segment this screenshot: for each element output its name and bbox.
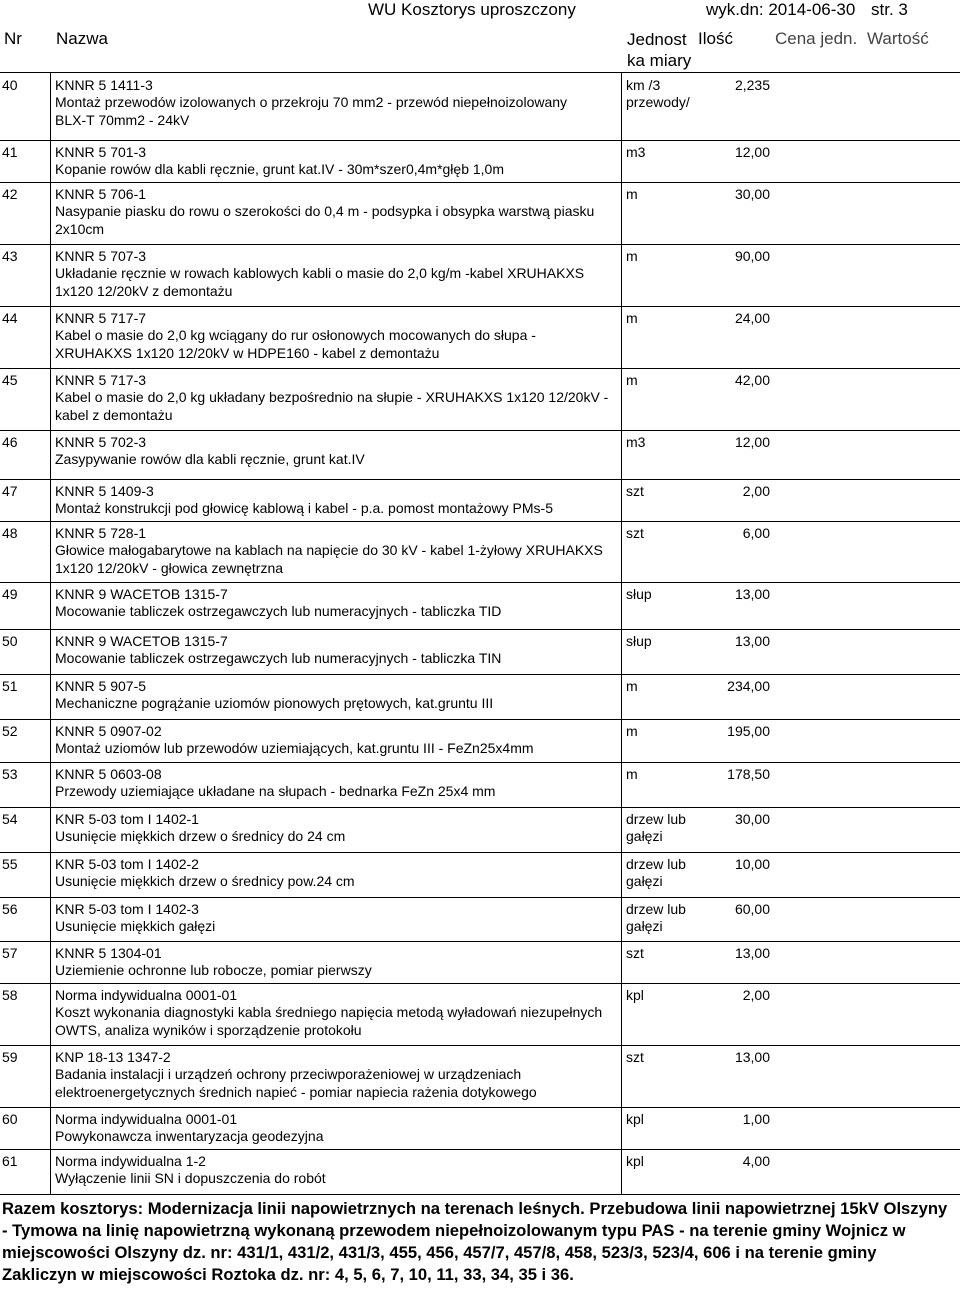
row-quantity: 195,00 <box>727 723 770 739</box>
column-headers <box>0 29 960 73</box>
row-divider <box>0 762 960 763</box>
row-description-text: Głowice małogabarytowe na kablach na napięcie do 30 kV - kabel 1-żyłowy XRUHAKXS 1x120 12/20kV - głowica zewnętrzna <box>55 542 603 576</box>
row-norm-code: KNNR 5 1411-3 <box>55 77 153 93</box>
row-unit: km /3 przewody/ <box>626 77 690 111</box>
document-date: wyk.dn: 2014-06-30 <box>706 0 856 19</box>
row-quantity: 10,00 <box>734 856 770 872</box>
row-norm-code: KNNR 5 1304-01 <box>55 945 162 961</box>
row-divider <box>0 306 960 307</box>
row-unit: m <box>626 766 638 782</box>
row-description <box>55 945 621 980</box>
row-quantity: 13,00 <box>734 945 770 961</box>
row-unit: m <box>626 186 638 202</box>
row-description-text: Mocowanie tabliczek ostrzegawczych lub numeracyjnych - tabliczka TIN <box>55 650 502 667</box>
row-divider <box>0 1107 960 1108</box>
row-description <box>55 434 621 469</box>
row-quantity: 42,00 <box>734 372 770 388</box>
row-divider <box>0 852 960 853</box>
row-description-text: Koszt wykonania diagnostyki kabla średniego napięcia metodą wyładowań niezupełnych OWTS, analiza wyników i sporządzenie protokołu <box>55 1004 603 1038</box>
row-divider <box>0 897 960 898</box>
column-divider-description <box>621 72 622 1194</box>
row-norm-code: KNNR 5 706-1 <box>55 186 147 202</box>
row-description <box>55 525 621 577</box>
row-quantity: 178,50 <box>727 766 770 782</box>
row-quantity: 12,00 <box>734 434 770 450</box>
row-quantity: 13,00 <box>734 1049 770 1065</box>
row-description-text: Badania instalacji i urządzeń ochrony przeciwporażeniowej w urządzeniach elektroenergetycznych średnich napieć - pomiar napiecia rażenia dotykowego <box>55 1066 537 1100</box>
row-norm-code: KNP 18-13 1347-2 <box>55 1049 171 1065</box>
row-description <box>55 144 621 179</box>
row-norm-code: Norma indywidualna 0001-01 <box>55 987 238 1003</box>
row-norm-code: KNNR 5 717-3 <box>55 372 147 388</box>
row-norm-code: Norma indywidualna 1-2 <box>55 1153 206 1169</box>
row-quantity: 13,00 <box>734 586 770 602</box>
row-divider <box>0 430 960 431</box>
row-unit: drzew lub gałęzi <box>626 901 686 935</box>
row-unit: szt <box>626 945 644 961</box>
row-quantity: 90,00 <box>734 248 770 264</box>
row-description-text: Montaż przewodów izolowanych o przekroju 70 mm2 - przewód niepełnoizolowany BLX-T 70mm2 - 24kV <box>55 94 568 128</box>
row-description-text: Montaż konstrukcji pod głowicę kablową i kabel - p.a. pomost montażowy PMs-5 <box>55 500 553 517</box>
row-norm-code: KNNR 9 WACETOB 1315-7 <box>55 633 228 649</box>
row-norm-code: KNNR 5 0907-02 <box>55 723 162 739</box>
row-description-text: Kopanie rowów dla kabli ręcznie, grunt kat.IV - 30m*szer0,4m*głęb 1,0m <box>55 161 504 178</box>
row-number: 43 <box>2 248 18 264</box>
row-unit: szt <box>626 525 644 541</box>
row-norm-code: KNR 5-03 tom I 1402-1 <box>55 811 199 827</box>
row-unit: kpl <box>626 1153 644 1169</box>
row-description-text: Zasypywanie rowów dla kabli ręcznie, grunt kat.IV <box>55 451 365 468</box>
row-unit: kpl <box>626 987 644 1003</box>
row-divider <box>0 674 960 675</box>
row-norm-code: KNNR 5 907-5 <box>55 678 147 694</box>
row-description <box>55 633 621 668</box>
row-divider <box>0 807 960 808</box>
row-number: 48 <box>2 525 18 541</box>
row-number: 46 <box>2 434 18 450</box>
row-norm-code: KNNR 5 701-3 <box>55 144 147 160</box>
row-number: 49 <box>2 586 18 602</box>
header-divider <box>0 72 960 73</box>
column-header-unit-price: Cena jedn. <box>775 29 858 48</box>
row-description <box>55 483 621 518</box>
row-divider <box>0 983 960 984</box>
row-norm-code: Norma indywidualna 0001-01 <box>55 1111 238 1127</box>
row-number: 45 <box>2 372 18 388</box>
document-title: WU Kosztorys uproszczony <box>368 0 576 19</box>
row-description <box>55 678 621 713</box>
row-divider <box>0 1149 960 1150</box>
row-quantity: 2,00 <box>742 483 770 499</box>
row-divider <box>0 182 960 183</box>
row-number: 40 <box>2 77 18 93</box>
row-number: 50 <box>2 633 18 649</box>
row-divider <box>0 244 960 245</box>
row-description-text: Mocowanie tabliczek ostrzegawczych lub numeracyjnych - tabliczka TID <box>55 603 502 620</box>
row-quantity: 4,00 <box>742 1153 770 1169</box>
row-number: 42 <box>2 186 18 202</box>
row-unit: szt <box>626 1049 644 1065</box>
row-number: 59 <box>2 1049 18 1065</box>
page-number: str. 3 <box>871 0 908 19</box>
row-quantity: 60,00 <box>734 901 770 917</box>
column-header-quantity: Ilość <box>698 29 733 48</box>
row-divider <box>0 521 960 522</box>
row-number: 60 <box>2 1111 18 1127</box>
row-number: 53 <box>2 766 18 782</box>
row-unit: m <box>626 372 638 388</box>
row-number: 52 <box>2 723 18 739</box>
row-divider <box>0 941 960 942</box>
row-description-text: Usunięcie miękkich drzew o średnicy do 24 cm <box>55 828 346 845</box>
row-description-text: Usunięcie miękkich gałęzi <box>55 918 216 935</box>
row-description <box>55 723 621 758</box>
row-unit: kpl <box>626 1111 644 1127</box>
row-unit: m3 <box>626 144 646 160</box>
row-number: 61 <box>2 1153 18 1169</box>
row-description <box>55 1153 621 1188</box>
row-unit: m <box>626 678 638 694</box>
row-quantity: 13,00 <box>734 633 770 649</box>
row-description <box>55 1111 621 1146</box>
row-norm-code: KNNR 5 728-1 <box>55 525 147 541</box>
column-header-unit: Jednost ka miary <box>627 30 692 70</box>
row-description <box>55 372 621 424</box>
row-description-text: Usunięcie miękkich drzew o średnicy pow.24 cm <box>55 873 355 890</box>
column-header-nazwa: Nazwa <box>56 29 108 48</box>
row-description-text: Uziemienie ochronne lub robocze, pomiar pierwszy <box>55 962 372 979</box>
row-description-text: Powykonawcza inwentaryzacja geodezyjna <box>55 1128 324 1145</box>
row-description-text: Mechaniczne pogrążanie uziomów pionowych prętowych, kat.gruntu III <box>55 695 494 712</box>
row-norm-code: KNR 5-03 tom I 1402-2 <box>55 856 199 872</box>
row-number: 57 <box>2 945 18 961</box>
row-unit: m <box>626 248 638 264</box>
row-description-text: Kabel o masie do 2,0 kg układany bezpośrednio na słupie - XRUHAKXS 1x120 12/20kV - kabel z demontażu <box>55 389 609 423</box>
row-unit: drzew lub gałęzi <box>626 856 686 890</box>
row-divider <box>0 1045 960 1046</box>
row-description-text: Wyłączenie linii SN i dopuszczenia do robót <box>55 1170 326 1187</box>
row-number: 51 <box>2 678 18 694</box>
row-norm-code: KNNR 5 1409-3 <box>55 483 154 499</box>
row-unit: m <box>626 310 638 326</box>
row-unit: m <box>626 723 638 739</box>
row-description <box>55 811 621 846</box>
row-quantity: 2,235 <box>734 77 770 93</box>
row-divider <box>0 629 960 630</box>
row-norm-code: KNNR 5 702-3 <box>55 434 147 450</box>
row-description <box>55 586 621 621</box>
summary-total-text: Razem kosztorys: Modernizacja linii napowietrznych na terenach leśnych. Przebudowa linii napowietrznej 15kV Olszyny - Tymowa na linię napowietrzną wykonaną przewodem niepełnoizolowanym typu PAS - na terenie gminy Wojnicz w miejscowości Olszyny dz. nr: 431/1, 431/2, 431/3, 455, 456, 457/7, 457/8, 458, 523/3, 523/4, 606 i na terenie gminy Zakliczyn w miejscowości Roztoka dz. nr: 4, 5, 6, 7, 10, 11, 33, 34, 35 i 36. <box>2 1199 948 1284</box>
row-description <box>55 856 621 891</box>
row-description <box>55 248 621 300</box>
row-unit: m3 <box>626 434 646 450</box>
row-divider <box>0 140 960 141</box>
row-quantity: 12,00 <box>734 144 770 160</box>
row-description-text: Przewody uziemiające układane na słupach - bednarka FeZn 25x4 mm <box>55 783 496 800</box>
row-number: 54 <box>2 811 18 827</box>
table-bottom-divider <box>0 1194 960 1195</box>
row-description-text: Nasypanie piasku do rowu o szerokości do 0,4 m - podsypka i obsypka warstwą piasku 2x10cm <box>55 203 595 237</box>
row-norm-code: KNNR 9 WACETOB 1315-7 <box>55 586 228 602</box>
row-number: 41 <box>2 144 18 160</box>
row-number: 58 <box>2 987 18 1003</box>
row-number: 47 <box>2 483 18 499</box>
row-quantity: 6,00 <box>742 525 770 541</box>
row-number: 56 <box>2 901 18 917</box>
row-description <box>55 987 621 1039</box>
row-unit: drzew lub gałęzi <box>626 811 686 845</box>
row-description-text: Kabel o masie do 2,0 kg wciągany do rur osłonowych mocowanych do słupa - XRUHAKXS 1x120 12/20kV w HDPE160 - kabel z demontażu <box>55 327 536 361</box>
row-description <box>55 77 621 129</box>
row-description <box>55 310 621 362</box>
row-description <box>55 1049 621 1101</box>
row-unit: słup <box>626 633 652 649</box>
row-quantity: 24,00 <box>734 310 770 326</box>
column-divider-nr <box>50 72 51 1194</box>
row-description-text: Układanie ręcznie w rowach kablowych kabli o masie do 2,0 kg/m -kabel XRUHAKXS 1x120 12/20kV z demontażu <box>55 265 585 299</box>
row-norm-code: KNNR 5 707-3 <box>55 248 147 264</box>
row-unit: szt <box>626 483 644 499</box>
row-description <box>55 766 621 801</box>
row-description <box>55 186 621 238</box>
row-quantity: 30,00 <box>734 811 770 827</box>
row-number: 55 <box>2 856 18 872</box>
row-norm-code: KNNR 5 0603-08 <box>55 766 162 782</box>
row-divider <box>0 368 960 369</box>
row-quantity: 1,00 <box>742 1111 770 1127</box>
row-quantity: 30,00 <box>734 186 770 202</box>
page-header <box>0 0 960 22</box>
row-norm-code: KNNR 5 717-7 <box>55 310 147 326</box>
row-description-text: Montaż uziomów lub przewodów uziemiających, kat.gruntu III - FeZn25x4mm <box>55 740 534 757</box>
row-quantity: 2,00 <box>742 987 770 1003</box>
row-description <box>55 901 621 936</box>
row-norm-code: KNR 5-03 tom I 1402-3 <box>55 901 199 917</box>
row-divider <box>0 719 960 720</box>
column-header-nr: Nr <box>4 29 22 48</box>
row-divider <box>0 479 960 480</box>
row-number: 44 <box>2 310 18 326</box>
row-quantity: 234,00 <box>727 678 770 694</box>
row-divider <box>0 582 960 583</box>
row-unit: słup <box>626 586 652 602</box>
column-header-value: Wartość <box>867 29 929 48</box>
